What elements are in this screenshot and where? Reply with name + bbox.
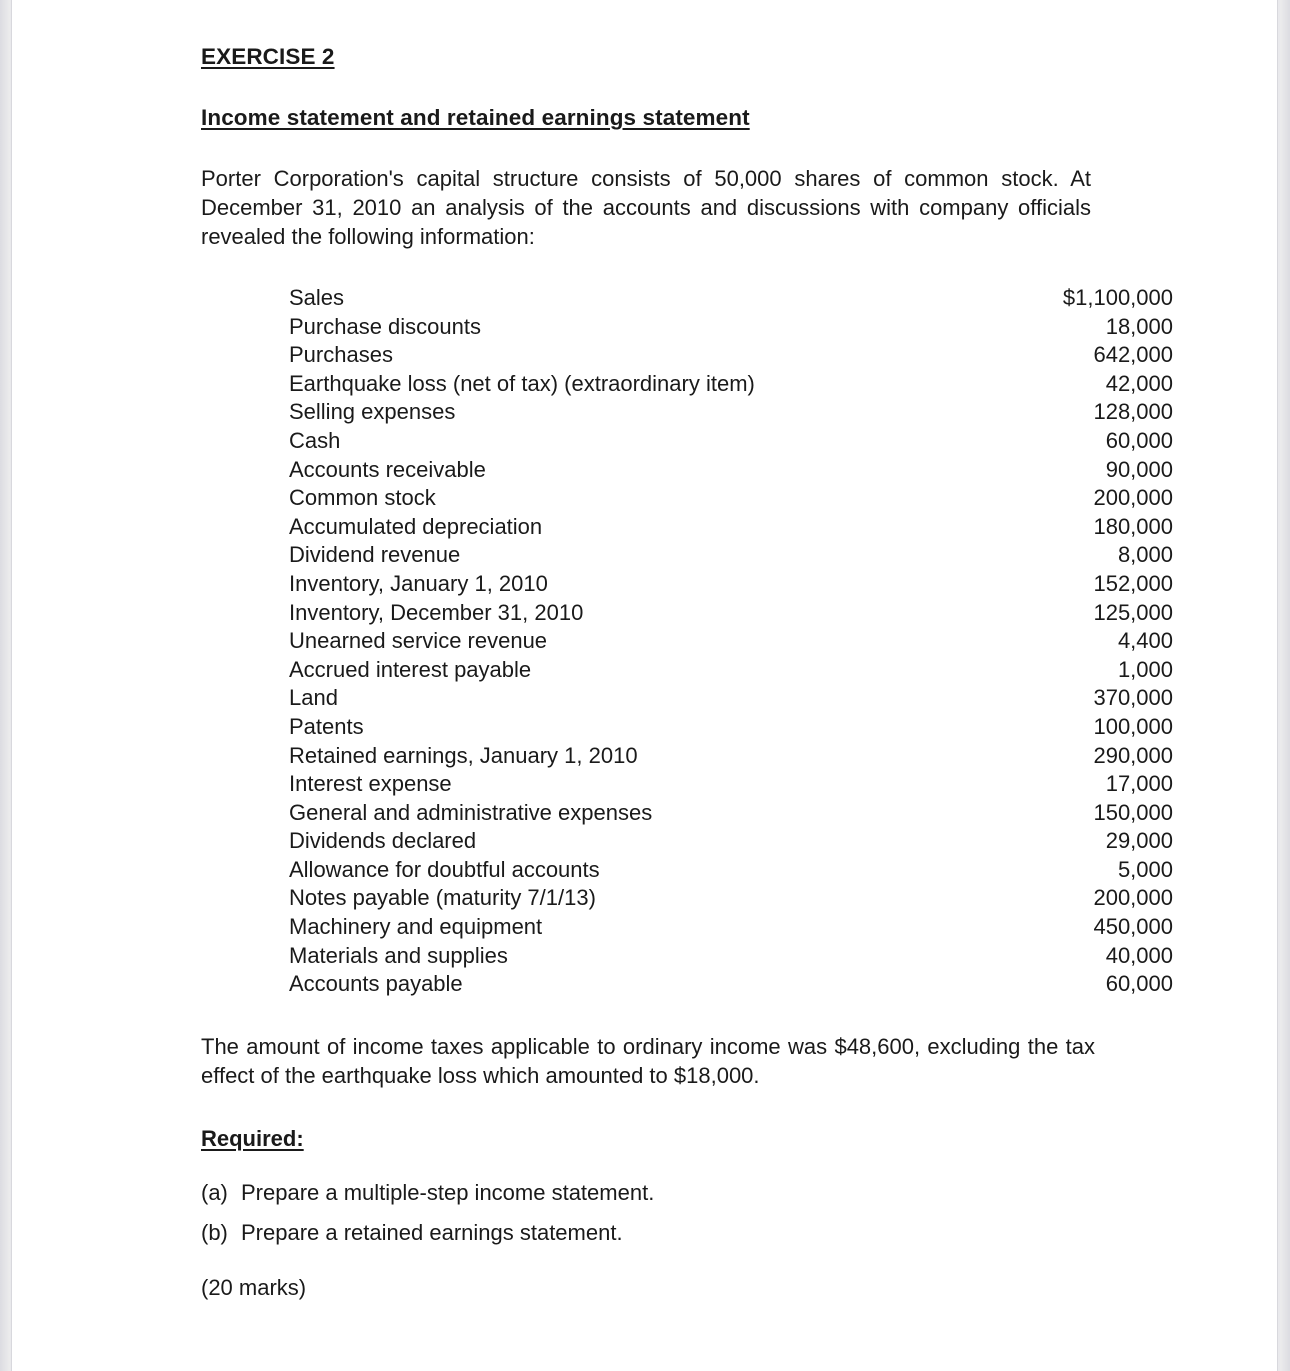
- account-row: [201, 684, 1173, 713]
- account-row: [201, 541, 1173, 570]
- document-content: [201, 0, 1173, 1301]
- page-gutter-right: [1280, 0, 1290, 1371]
- account-row: [201, 484, 1173, 513]
- account-value: 200,000: [1093, 885, 1173, 911]
- marks-label: (20 marks): [201, 1274, 307, 1300]
- requirement-item: [201, 1179, 1173, 1219]
- account-value: 5,000: [1117, 856, 1173, 882]
- account-row: [201, 599, 1173, 628]
- account-label: Machinery and equipment: [289, 914, 543, 940]
- requirement-text: Prepare a retained earnings statement.: [241, 1219, 623, 1245]
- requirements-list: [201, 1152, 1173, 1259]
- account-row: [201, 827, 1173, 856]
- account-label: Selling expenses: [289, 399, 456, 425]
- account-label: Common stock: [289, 485, 436, 511]
- account-value: 450,000: [1093, 914, 1173, 940]
- account-label: Unearned service revenue: [289, 628, 548, 654]
- account-label: Land: [289, 685, 338, 711]
- account-label: Accumulated depreciation: [289, 513, 543, 539]
- account-value: $1,100,000: [1062, 285, 1173, 310]
- account-row: [201, 799, 1173, 828]
- account-row: [201, 713, 1173, 742]
- account-value: 8,000: [1117, 542, 1173, 568]
- account-label: Retained earnings, January 1, 2010: [289, 742, 638, 768]
- account-value: 90,000: [1105, 456, 1173, 482]
- account-label: Accounts receivable: [289, 456, 486, 482]
- account-value: 42,000: [1105, 370, 1173, 396]
- account-label: Dividends declared: [289, 828, 477, 854]
- page-gutter-left: [0, 0, 10, 1371]
- account-label: Materials and supplies: [289, 942, 508, 968]
- account-label: Purchases: [289, 342, 393, 368]
- account-value: 4,400: [1117, 628, 1173, 654]
- account-value: 1,000: [1117, 656, 1173, 682]
- exercise-heading: EXERCISE 2: [201, 44, 335, 69]
- account-value: 180,000: [1093, 513, 1173, 539]
- account-value: 200,000: [1093, 485, 1173, 511]
- account-row: [201, 341, 1173, 370]
- account-label: Inventory, December 31, 2010: [289, 599, 584, 625]
- account-value: 150,000: [1093, 799, 1173, 825]
- account-label: General and administrative expenses: [289, 799, 653, 825]
- requirement-letter: (a): [201, 1179, 228, 1205]
- account-list: [201, 251, 1173, 999]
- account-row: [201, 656, 1173, 685]
- requirement-letter: (b): [201, 1219, 228, 1245]
- account-value: 40,000: [1105, 942, 1173, 968]
- account-row: [201, 284, 1173, 313]
- account-label: Sales: [289, 285, 345, 310]
- account-label: Allowance for doubtful accounts: [289, 856, 600, 882]
- account-row: [201, 370, 1173, 399]
- account-label: Earthquake loss (net of tax) (extraordinary item): [289, 370, 755, 396]
- account-value: 17,000: [1105, 771, 1173, 797]
- account-value: 125,000: [1093, 599, 1173, 625]
- requirement-item: [201, 1219, 1173, 1259]
- account-value: 128,000: [1093, 399, 1173, 425]
- account-value: 29,000: [1105, 828, 1173, 854]
- account-value: 60,000: [1105, 427, 1173, 453]
- account-label: Interest expense: [289, 771, 452, 797]
- document-page: [11, 0, 1278, 1371]
- account-row: [201, 770, 1173, 799]
- required-heading: Required:: [201, 1125, 304, 1151]
- account-row: [201, 884, 1173, 913]
- exercise-subtitle: Income statement and retained earnings statement: [201, 105, 750, 130]
- account-value: 370,000: [1093, 685, 1173, 711]
- account-label: Inventory, January 1, 2010: [289, 570, 548, 596]
- account-row: [201, 742, 1173, 771]
- account-row: [201, 913, 1173, 942]
- account-label: Purchase discounts: [289, 313, 481, 339]
- account-value: 152,000: [1093, 570, 1173, 596]
- tax-note-paragraph: The amount of income taxes applicable to ordinary income was $48,600, excluding the tax effect of the earthquake loss which amounted to $18,000.: [201, 1033, 1095, 1088]
- account-label: Dividend revenue: [289, 542, 461, 568]
- account-row: [201, 570, 1173, 599]
- account-label: Accounts payable: [289, 971, 463, 997]
- account-value: 60,000: [1105, 971, 1173, 997]
- account-value: 100,000: [1093, 713, 1173, 739]
- account-row: [201, 398, 1173, 427]
- requirement-text: Prepare a multiple-step income statement.: [241, 1179, 655, 1205]
- account-label: Notes payable (maturity 7/1/13): [289, 885, 596, 911]
- account-row: [201, 970, 1173, 999]
- account-value: 18,000: [1105, 313, 1173, 339]
- intro-paragraph: Porter Corporation's capital structure consists of 50,000 shares of common stock. At December 31, 2010 an analysis of the accounts and discussions with company officials revealed the following information:: [201, 166, 1091, 249]
- account-row: [201, 456, 1173, 485]
- account-label: Accrued interest payable: [289, 656, 532, 682]
- account-row: [201, 513, 1173, 542]
- account-row: [201, 313, 1173, 342]
- account-row: [201, 427, 1173, 456]
- account-label: Cash: [289, 427, 341, 453]
- account-row: [201, 627, 1173, 656]
- account-value: 290,000: [1093, 742, 1173, 768]
- account-row: [201, 856, 1173, 885]
- account-label: Patents: [289, 713, 364, 739]
- account-value: 642,000: [1093, 342, 1173, 368]
- account-row: [201, 942, 1173, 971]
